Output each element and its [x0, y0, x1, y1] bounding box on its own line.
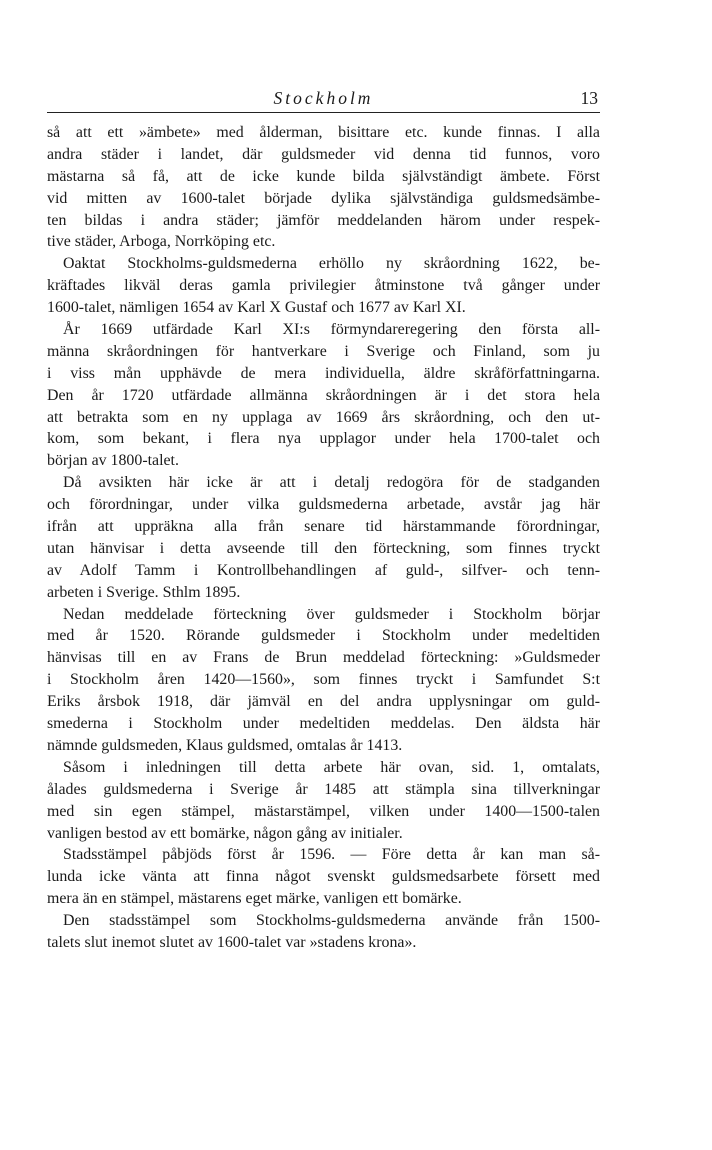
text-line: med sin egen stämpel, mästarstämpel, vilken under 1400—1500-talen — [47, 802, 600, 820]
text-line: hänvisas till en av Frans de Brun meddelad förteckning: »Guldsmeder — [47, 649, 600, 667]
text-line: kom, som bekant, i flera nya upplagor under hela 1700-talet och — [47, 430, 600, 448]
text-line: vid mitten av 1600-talet började dylika självständiga guldsmedsämbe- — [47, 189, 600, 207]
paragraph — [47, 910, 600, 954]
text-line: i Stockholm åren 1420—1560», som finnes tryckt i Samfundet S:t — [47, 671, 600, 689]
page-number: 13 — [580, 88, 598, 108]
text-line: ten bildas i andra städer; jämför meddelanden härom under respek- — [47, 211, 600, 229]
paragraph — [47, 844, 600, 910]
text-line: att betrakta som en ny upplaga av 1669 års skråordning, och den ut- — [47, 408, 600, 426]
text-line: lunda icke vänta att finna något svenskt guldsmedsarbete försett med — [47, 868, 600, 886]
body-text — [47, 122, 600, 954]
text-line: männa skråordningen för hantverkare i Sverige och Finland, som ju — [47, 342, 600, 360]
text-line: mästarna så få, att de icke kunde bilda självständigt ämbete. Först — [47, 167, 600, 185]
text-line: Den år 1720 utfärdade allmänna skråordningen är i det stora hela — [47, 386, 600, 404]
text-line: andra städer i landet, där guldsmeder vid denna tid funnos, voro — [47, 145, 600, 163]
text-line: arbeten i Sverige. Sthlm 1895. — [47, 583, 241, 601]
paragraph — [47, 319, 600, 472]
text-line: och förordningar, under vilka guldsmederna arbetade, avstår jag här — [47, 496, 600, 514]
text-line: vanligen bestod av ett bomärke, någon gång av initialer. — [47, 824, 403, 842]
text-line: mera än en stämpel, mästarens eget märke, vanligen ett bomärke. — [47, 890, 462, 908]
text-line: början av 1800-talet. — [47, 452, 179, 470]
text-line: i viss mån upphävde de mera individuella, äldre skråförfattningarna. — [47, 364, 600, 382]
text-line: Stadsstämpel påbjöds först år 1596. — Före detta år kan man så- — [63, 846, 600, 864]
paragraph — [47, 122, 600, 253]
text-line: nämnde guldsmeden, Klaus guldsmed, omtalas år 1413. — [47, 736, 403, 754]
text-line: av Adolf Tamm i Kontrollbehandlingen af guld-, silfver- och tenn- — [47, 561, 600, 579]
text-line: med år 1520. Rörande guldsmeder i Stockholm under medeltiden — [47, 627, 600, 645]
text-line: ifrån att uppräkna alla från senare tid härstammande förordningar, — [47, 518, 600, 536]
text-line: Då avsikten här icke är att i detalj redogöra för de stadganden — [63, 474, 600, 492]
text-line: kräftades likväl deras gamla privilegier åtminstone två gånger under — [47, 277, 600, 295]
paragraph — [47, 472, 600, 603]
text-line: Eriks årsbok 1918, där jämväl en del andra upplysningar om guld- — [47, 693, 600, 711]
text-line: 1600-talet, nämligen 1654 av Karl X Gustaf och 1677 av Karl XI. — [47, 299, 466, 317]
text-line: tive städer, Arboga, Norrköping etc. — [47, 233, 276, 251]
running-head-title: Stockholm — [273, 88, 374, 108]
text-line: Den stadsstämpel som Stockholms-guldsmederna använde från 1500- — [63, 912, 600, 930]
paragraph — [47, 757, 600, 845]
text-line: smederna i Stockholm under medeltiden meddelas. Den äldsta här — [47, 715, 600, 733]
text-line: Oaktat Stockholms-guldsmederna erhöllo ny skråordning 1622, be- — [63, 255, 600, 273]
paragraph — [47, 253, 600, 319]
paragraph — [47, 604, 600, 757]
text-line: talets slut inemot slutet av 1600-talet var »stadens krona». — [47, 933, 417, 951]
text-line: Nedan meddelade förteckning över guldsmeder i Stockholm börjar — [63, 605, 600, 623]
text-line: Såsom i inledningen till detta arbete här ovan, sid. 1, omtalats, — [63, 758, 600, 776]
text-line: utan hänvisar i detta avseende till den förteckning, som finnes tryckt — [47, 539, 600, 557]
text-line: ålades guldsmederna i Sverige år 1485 att stämpla sina tillverkningar — [47, 780, 600, 798]
text-line: så att ett »ämbete» med ålderman, bisittare etc. kunde finnas. I alla — [47, 124, 600, 141]
text-line: År 1669 utfärdade Karl XI:s förmyndareregering den första all- — [63, 321, 600, 339]
running-head — [47, 86, 600, 113]
